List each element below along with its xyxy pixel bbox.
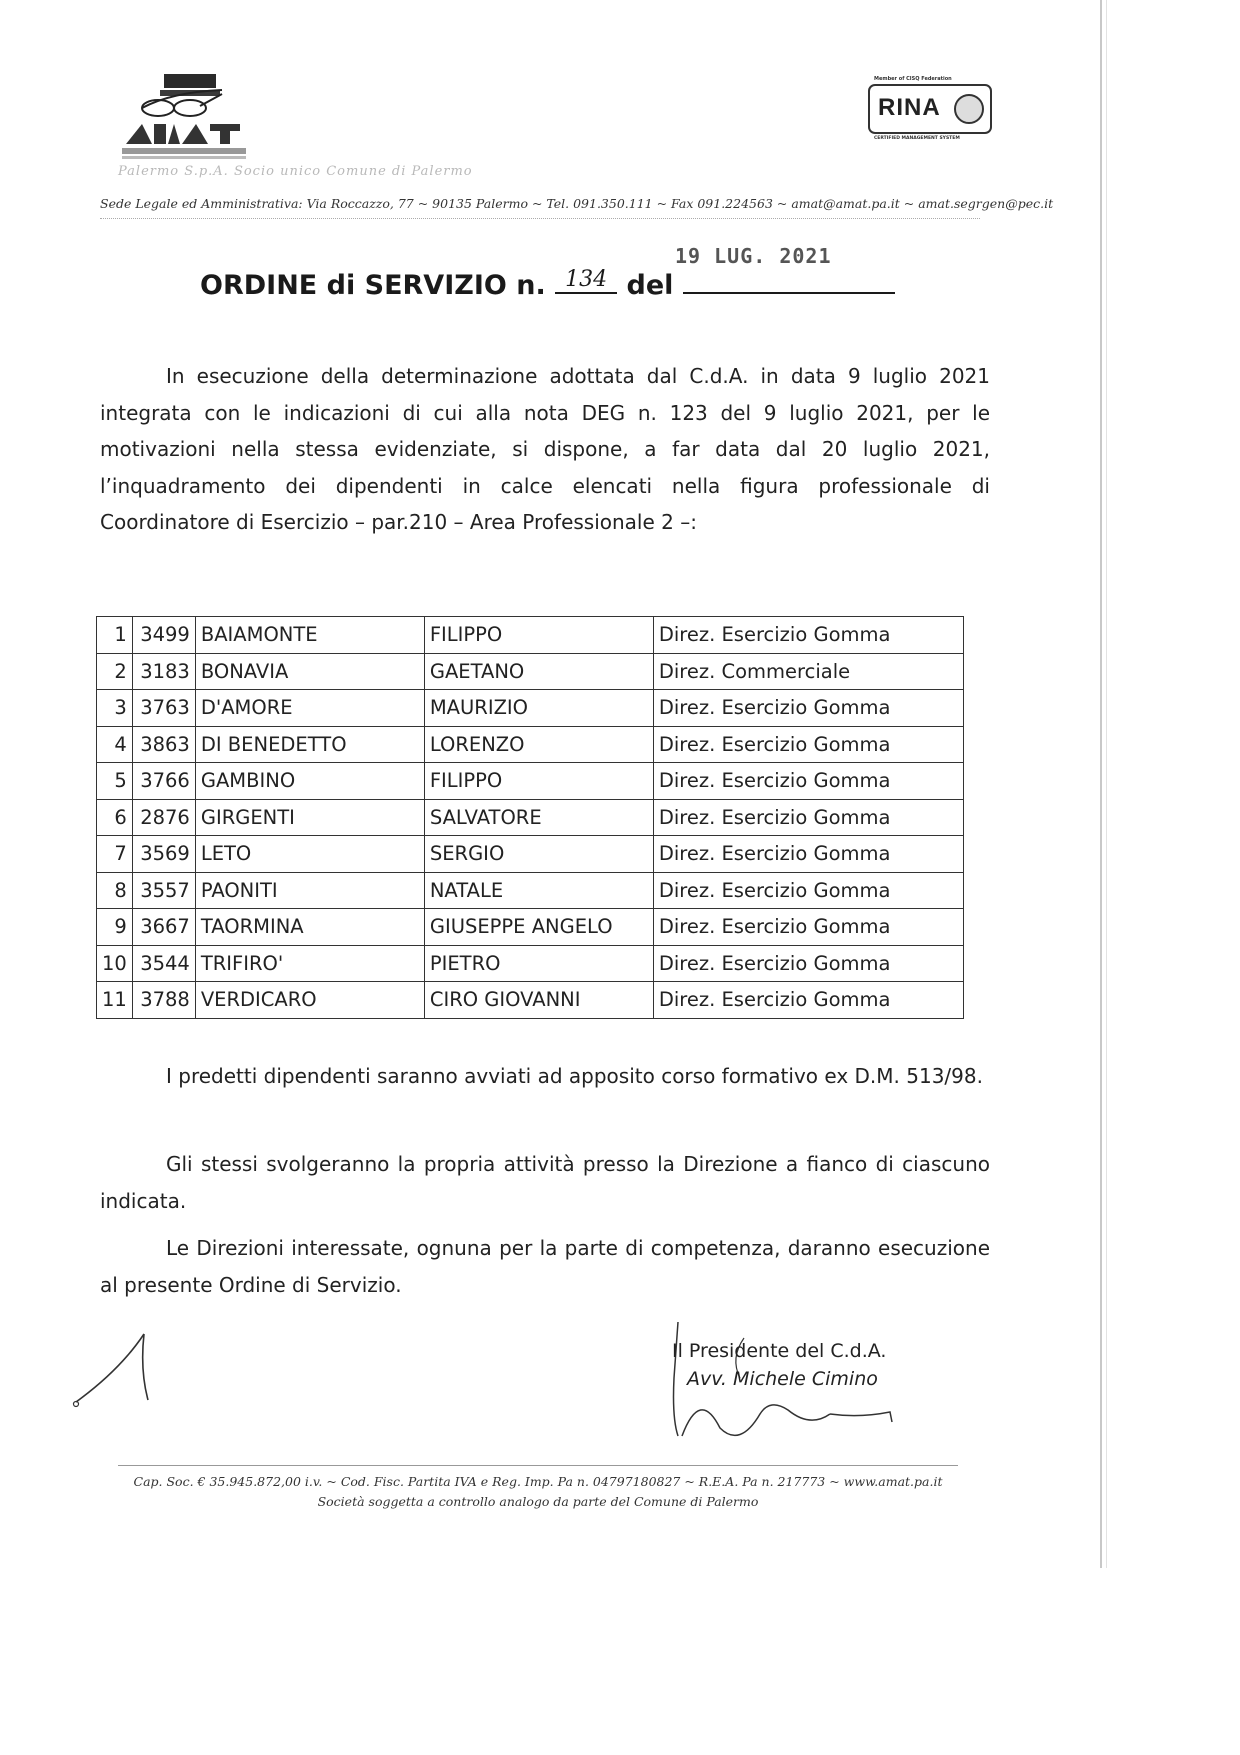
cert-box xyxy=(868,84,992,134)
scan-edge xyxy=(1100,0,1102,1568)
employee-name: CIRO GIOVANNI xyxy=(424,982,653,1019)
cert-top-label: Member of CISQ Federation xyxy=(874,76,952,82)
company-subtitle: Palermo S.p.A. Socio unico Comune di Palermo xyxy=(118,164,473,179)
table-row xyxy=(97,617,964,654)
row-number: 7 xyxy=(97,836,133,873)
employee-surname: GAMBINO xyxy=(195,763,424,800)
employee-surname: BAIAMONTE xyxy=(195,617,424,654)
employee-surname: TAORMINA xyxy=(195,909,424,946)
row-number: 4 xyxy=(97,726,133,763)
employee-name: GIUSEPPE ANGELO xyxy=(424,909,653,946)
title-prefix: ORDINE di SERVIZIO n. xyxy=(200,270,546,301)
employee-id: 3766 xyxy=(132,763,195,800)
paragraph-activity: Gli stessi svolgeranno la propria attività presso la Direzione a fianco di ciascuno indicata. xyxy=(100,1152,990,1213)
footer-divider xyxy=(118,1465,958,1466)
employee-department: Direz. Esercizio Gomma xyxy=(653,945,963,982)
row-number: 9 xyxy=(97,909,133,946)
table-row xyxy=(97,945,964,982)
row-number: 1 xyxy=(97,617,133,654)
employee-id: 3544 xyxy=(132,945,195,982)
employee-department: Direz. Esercizio Gomma xyxy=(653,982,963,1019)
employee-id: 3569 xyxy=(132,836,195,873)
employee-department: Direz. Esercizio Gomma xyxy=(653,690,963,727)
employee-department: Direz. Esercizio Gomma xyxy=(653,763,963,800)
signature-name: Avv. Michele Cimino xyxy=(687,1368,878,1390)
employee-department: Direz. Esercizio Gomma xyxy=(653,909,963,946)
employee-name: SALVATORE xyxy=(424,799,653,836)
employee-department: Direz. Esercizio Gomma xyxy=(653,726,963,763)
employee-department: Direz. Esercizio Gomma xyxy=(653,617,963,654)
table-row xyxy=(97,763,964,800)
employee-department: Direz. Esercizio Gomma xyxy=(653,872,963,909)
employee-name: FILIPPO xyxy=(424,763,653,800)
table-row xyxy=(97,982,964,1019)
table-row xyxy=(97,726,964,763)
table-row xyxy=(97,690,964,727)
employee-surname: GIRGENTI xyxy=(195,799,424,836)
employees-table xyxy=(96,616,964,1019)
employee-id: 2876 xyxy=(132,799,195,836)
employee-name: LORENZO xyxy=(424,726,653,763)
paragraph-execution: Le Direzioni interessate, ognuna per la parte di competenza, daranno esecuzione al presente Ordine di Servizio. xyxy=(100,1236,990,1297)
employee-department: Direz. Esercizio Gomma xyxy=(653,799,963,836)
employee-surname: BONAVIA xyxy=(195,653,424,690)
footer-legal: Cap. Soc. € 35.945.872,00 i.v. ~ Cod. Fisc. Partita IVA e Reg. Imp. Pa n. 04797180827 ~ R.E.A. Pa n. 217773 ~ www.amat.pa.it xyxy=(133,1474,943,1489)
title-del: del xyxy=(626,270,674,301)
intro-paragraph: In esecuzione della determinazione adottata dal C.d.A. in data 9 luglio 2021 integrata con le indicazioni di cui alla nota DEG n. 123 del 9 luglio 2021, per le motivazioni nella stessa evidenziate, si dispone, a far data dal 20 luglio 2021, l’inquadramento dei dipendenti in calce elencati nella figura professionale di Coordinatore di Esercizio – par.210 – Area Professionale 2 –: xyxy=(100,364,990,534)
row-number: 3 xyxy=(97,690,133,727)
employee-name: MAURIZIO xyxy=(424,690,653,727)
paragraph-training: I predetti dipendenti saranno avviati ad apposito corso formativo ex D.M. 513/98. xyxy=(166,1064,983,1088)
employees-table-body xyxy=(97,617,964,1019)
employee-surname: LETO xyxy=(195,836,424,873)
footer-control-note: Società soggetta a controllo analogo da parte del Comune di Palermo xyxy=(317,1494,759,1509)
employee-name: FILIPPO xyxy=(424,617,653,654)
employee-department: Direz. Commerciale xyxy=(653,653,963,690)
employee-department: Direz. Esercizio Gomma xyxy=(653,836,963,873)
employee-surname: VERDICARO xyxy=(195,982,424,1019)
employee-name: PIETRO xyxy=(424,945,653,982)
row-number: 6 xyxy=(97,799,133,836)
employee-name: GAETANO xyxy=(424,653,653,690)
certification-badge xyxy=(868,76,994,148)
table-row xyxy=(97,909,964,946)
employee-id: 3557 xyxy=(132,872,195,909)
employee-surname: PAONITI xyxy=(195,872,424,909)
row-number: 8 xyxy=(97,872,133,909)
date-blank-line xyxy=(683,284,895,294)
cert-bottom-label: CERTIFIED MANAGEMENT SYSTEM xyxy=(874,136,960,141)
employee-id: 3763 xyxy=(132,690,195,727)
employee-id: 3863 xyxy=(132,726,195,763)
employee-id: 3183 xyxy=(132,653,195,690)
employee-id: 3667 xyxy=(132,909,195,946)
row-number: 5 xyxy=(97,763,133,800)
date-stamp: 19 LUG. 2021 xyxy=(675,244,832,268)
company-address: Sede Legale ed Amministrativa: Via Roccazzo, 77 ~ 90135 Palermo ~ Tel. 091.350.111 ~ Fax 091.224563 ~ amat@amat.pa.it ~ amat.segrgen@pec.it xyxy=(100,196,1054,211)
header-divider xyxy=(100,218,980,219)
row-number: 11 xyxy=(97,982,133,1019)
table-row xyxy=(97,872,964,909)
row-number: 10 xyxy=(97,945,133,982)
table-row xyxy=(97,836,964,873)
document-title xyxy=(200,267,895,302)
employee-name: NATALE xyxy=(424,872,653,909)
cert-seal-icon xyxy=(954,94,984,124)
employee-name: SERGIO xyxy=(424,836,653,873)
row-number: 2 xyxy=(97,653,133,690)
order-number: 134 xyxy=(555,267,617,294)
employee-id: 3788 xyxy=(132,982,195,1019)
company-logo xyxy=(112,72,262,172)
table-row xyxy=(97,653,964,690)
initials-mark xyxy=(70,1330,160,1420)
employee-surname: DI BENEDETTO xyxy=(195,726,424,763)
table-row xyxy=(97,799,964,836)
employee-surname: TRIFIRO' xyxy=(195,945,424,982)
signature-title: Il Presidente del C.d.A. xyxy=(672,1340,887,1362)
cert-name: RINA xyxy=(878,94,941,121)
employee-surname: D'AMORE xyxy=(195,690,424,727)
employee-id: 3499 xyxy=(132,617,195,654)
scan-edge-inner xyxy=(1106,0,1107,1568)
